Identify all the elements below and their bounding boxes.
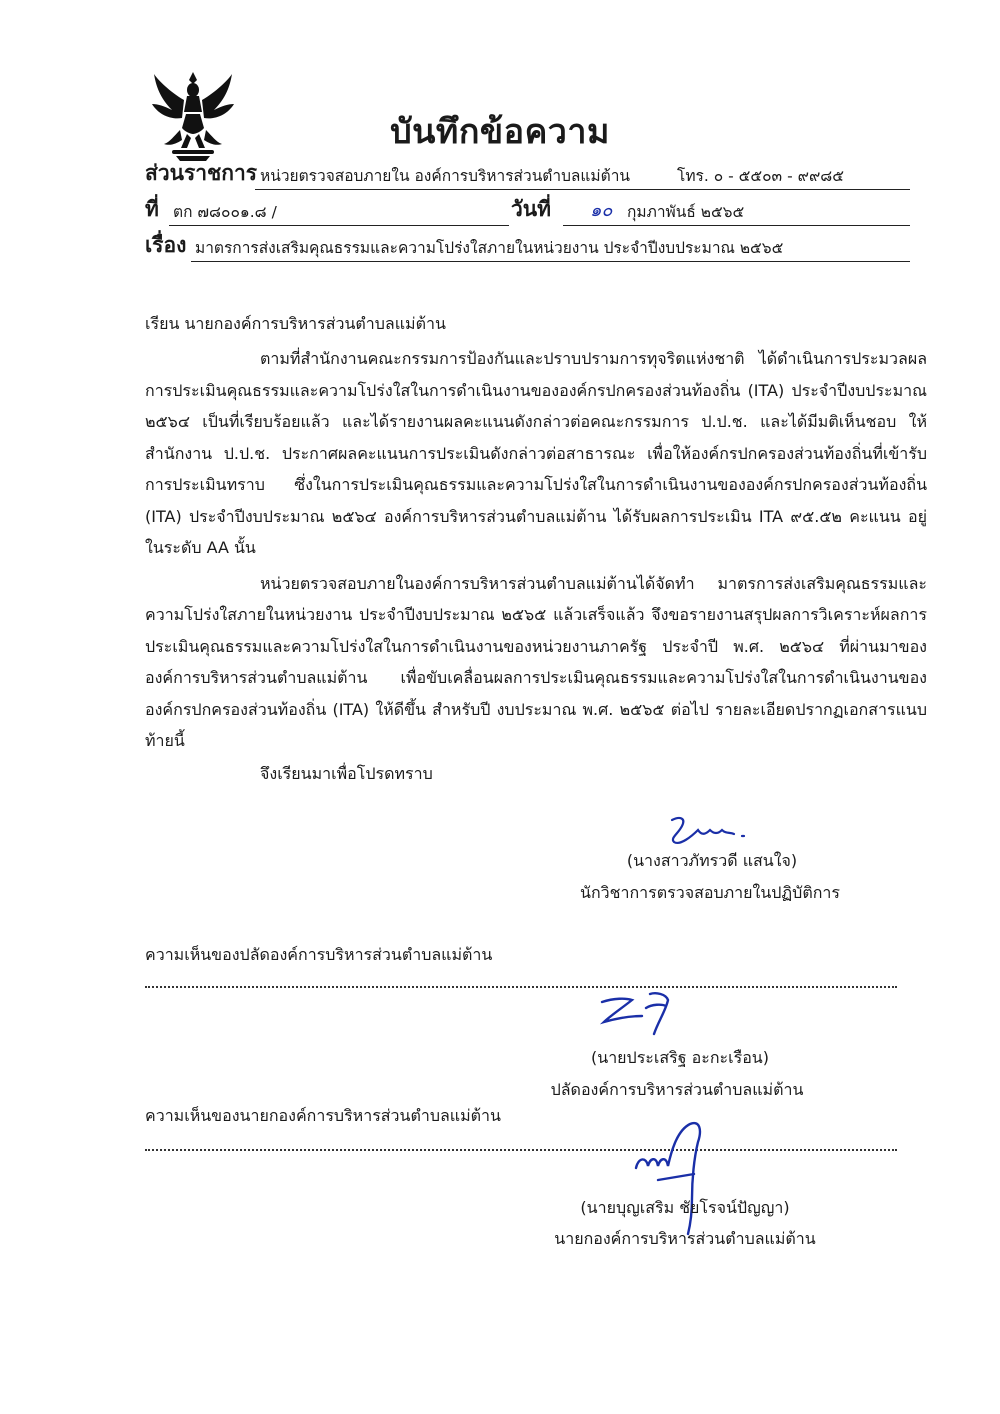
opinion-1-label: ความเห็นของปลัดองค์การบริหารส่วนตำบลแม่ต้าน (145, 945, 493, 964)
signer-2-name: (นายประเสริฐ อะกะเรือน) (591, 1048, 769, 1067)
reference-value: ตก ๗๘๐๐๑.๘ / (173, 203, 277, 221)
signer-1-position: นักวิชาการตรวจสอบภายในปฏิบัติการ (580, 883, 840, 902)
memo-title: บันทึกข้อความ (390, 112, 610, 152)
subject-row (145, 230, 910, 264)
reference-row (145, 194, 910, 228)
department-value: หน่วยตรวจสอบภายใน องค์การบริหารส่วนตำบลแม่ต้าน (260, 167, 630, 185)
opinion-2-label: ความเห็นของนายกองค์การบริหารส่วนตำบลแม่ต้าน (145, 1106, 501, 1125)
signer-2-position: ปลัดองค์การบริหารส่วนตำบลแม่ต้าน (550, 1080, 804, 1099)
department-underline (255, 189, 910, 190)
salutation: เรียน นายกองค์การบริหารส่วนตำบลแม่ต้าน (145, 314, 446, 333)
memo-body (145, 343, 927, 757)
opinion-2-dotted-line (145, 1149, 897, 1151)
signer-1-name: (นางสาวภัทรวดี แสนใจ) (626, 851, 798, 870)
signer-3-position: นายกองค์การบริหารส่วนตำบลแม่ต้าน (554, 1229, 816, 1248)
subject-underline (191, 261, 910, 262)
phone-number: โทร. ๐ - ๕๕๐๓ - ๙๙๘๕ (677, 167, 844, 185)
signer-3-name: (นายบุญเสริม ชัยโรจน์ปัญญา) (580, 1198, 790, 1217)
subject-label: เรื่อง (145, 233, 187, 257)
date-underline (563, 225, 910, 226)
date-month-year: กุมภาพันธ์ ๒๕๖๕ (627, 203, 745, 221)
department-row (145, 158, 910, 192)
reference-underline (169, 225, 509, 226)
date-day: ๑๐ (590, 200, 613, 221)
body-paragraph: หน่วยตรวจสอบภายในองค์การบริหารส่วนตำบลแม่ต้านได้จัดทำ มาตรการส่งเสริมคุณธรรมและความโปร่งใสภายในหน่วยงาน ประจำปีงบประมาณ ๒๕๖๕ แล้วเสร็จแล้ว จึงขอรายงานสรุปผลการวิเคราะห์ผลการประเมินคุณธรรมและความโปร่งใสในการดำเนินงานของหน่วยงานภาครัฐ ประจำปี พ.ศ. ๒๕๖๔ ที่ผ่านมาขององค์การบริหารส่วนตำบลแม่ต้าน เพื่อขับเคลื่อนผลการประเมินคุณธรรมและความโปร่งใสในการดำเนินงานขององค์กรปกครองส่วนท้องถิ่น (ITA) ให้ดีขึ้น สำหรับปี งบประมาณ พ.ศ. ๒๕๖๕ ต่อไป รายละเอียดปรากฏเอกสารแนบท้ายนี้ (145, 573, 927, 750)
opinion-1-dotted-line (145, 986, 897, 988)
date-label: วันที่ (511, 197, 551, 221)
signature-3 (618, 1118, 728, 1242)
signature-2 (592, 988, 692, 1044)
body-paragraph: ตามที่สำนักงานคณะกรรมการป้องกันและปราบปรามการทุจริตแห่งชาติ ได้ดำเนินการประมวลผลการประเมินคุณธรรมและความโปร่งใสในการดำเนินงานขององค์กรปกครองส่วนท้องถิ่น (ITA) ประจำปีงบประมาณ ๒๕๖๔ เป็นที่เรียบร้อยแล้ว และได้รายงานผลคะแนนดังกล่าวต่อคณะกรรมการ ป.ป.ช. และได้มีมติเห็นชอบ ให้สำนักงาน ป.ป.ช. ประกาศผลคะแนนการประเมินดังกล่าวต่อสาธารณะ เพื่อให้องค์กรปกครองส่วนท้องถิ่นที่เข้ารับการประเมินทราบ ซึ่งในการประเมินคุณธรรมและความโปร่งใสในการดำเนินงานขององค์กรปกครองส่วนท้องถิ่น (ITA) ประจำปีงบประมาณ ๒๕๖๔ องค์การบริหารส่วนตำบลแม่ต้าน ได้รับผลการประเมิน ITA ๙๕.๕๒ คะแนน อยู่ในระดับ AA นั้น (145, 349, 927, 557)
subject-value: มาตรการส่งเสริมคุณธรรมและความโปร่งใสภายในหน่วยงาน ประจำปีงบประมาณ ๒๕๖๕ (195, 239, 784, 257)
closing-text: จึงเรียนมาเพื่อโปรดทราบ (260, 764, 433, 783)
department-label: ส่วนราชการ (145, 161, 258, 185)
reference-label: ที่ (145, 197, 159, 221)
